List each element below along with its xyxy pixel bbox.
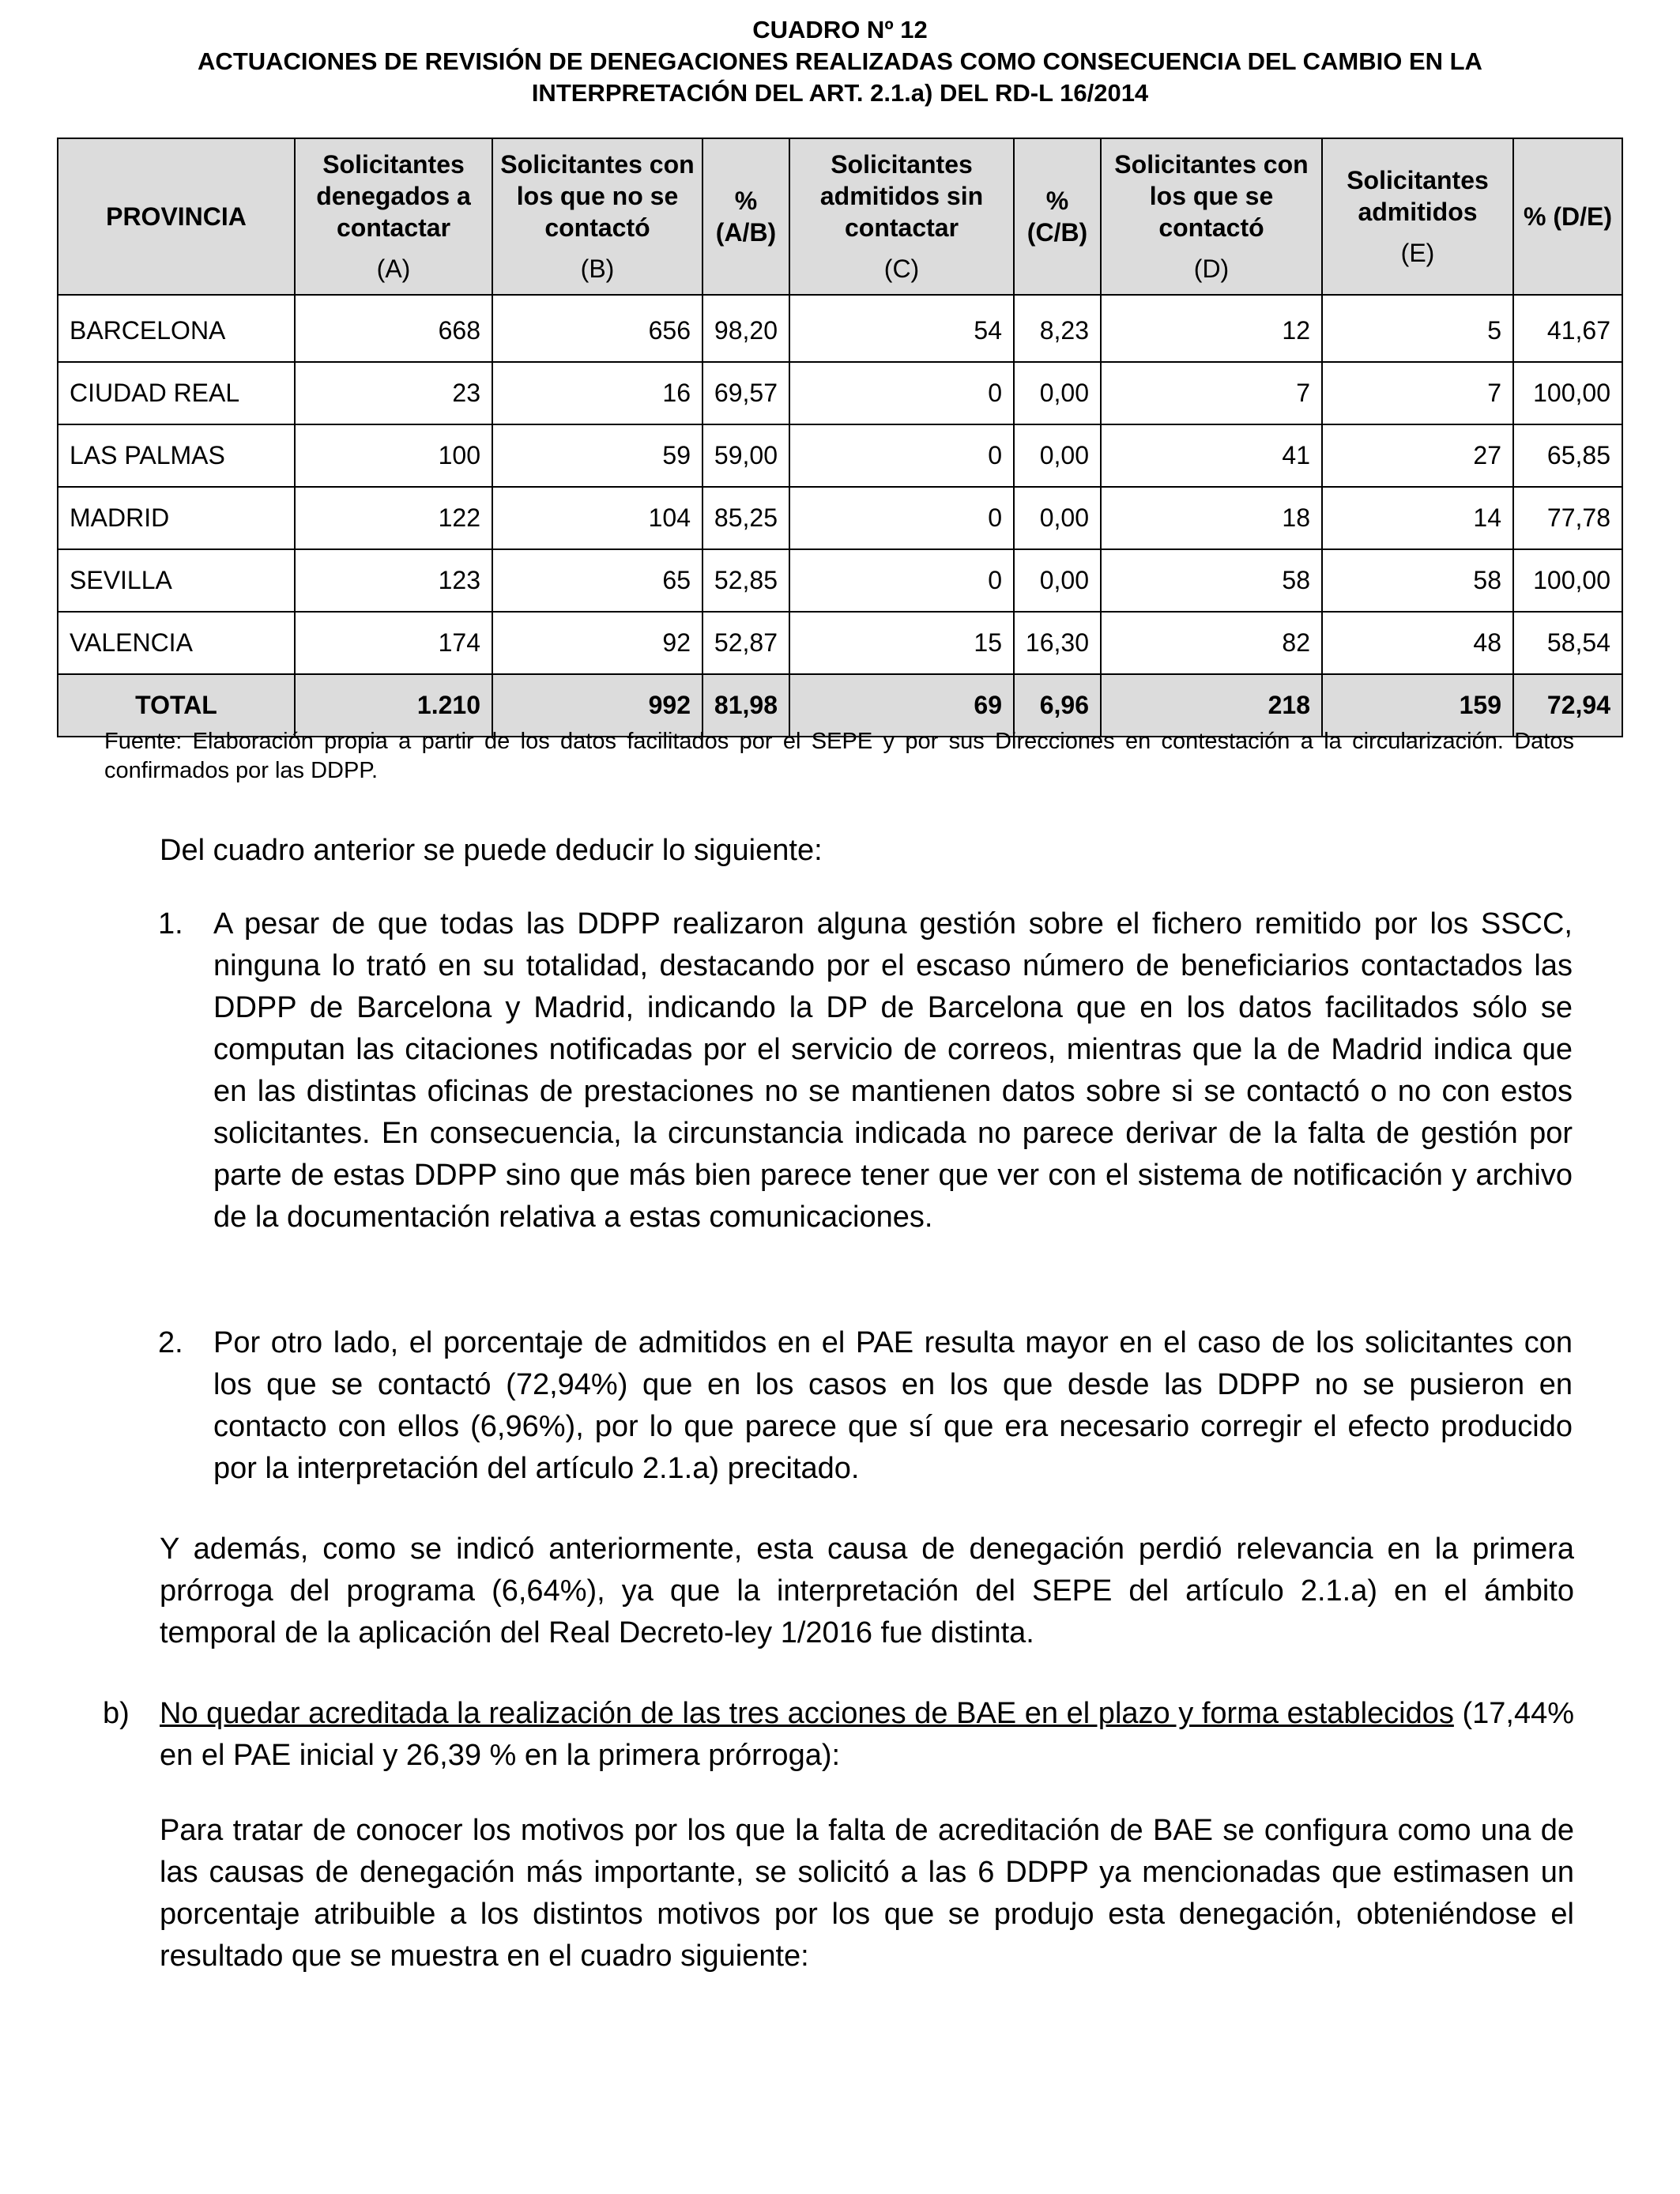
value-cell: 65 bbox=[492, 549, 703, 612]
value-cell: 52,85 bbox=[703, 549, 789, 612]
province-cell: VALENCIA bbox=[58, 612, 295, 674]
value-cell: 59,00 bbox=[703, 424, 789, 487]
value-cell: 72,94 bbox=[1513, 674, 1622, 737]
data-table bbox=[57, 138, 1623, 737]
value-cell: 52,87 bbox=[703, 612, 789, 674]
value-cell: 6,96 bbox=[1014, 674, 1101, 737]
value-cell: 16 bbox=[492, 362, 703, 424]
value-cell: 15 bbox=[789, 612, 1014, 674]
value-cell: 82 bbox=[1101, 612, 1322, 674]
value-cell: 58 bbox=[1101, 549, 1322, 612]
province-cell: SEVILLA bbox=[58, 549, 295, 612]
value-cell: 98,20 bbox=[703, 295, 789, 362]
value-cell: 41,67 bbox=[1513, 295, 1622, 362]
intro-paragraph: Del cuadro anterior se puede deducir lo siguiente: bbox=[160, 834, 823, 867]
value-cell: 85,25 bbox=[703, 487, 789, 549]
body-paragraph: Y además, como se indicó anteriormente, esta causa de denegación perdió relevancia en la primera prórroga del programa (6,64%), ya que la interpretación del SEPE del artículo 2.1.a) en el ámbito temporal de la aplicación del Real Decreto-ley 1/2016 fue distinta. bbox=[160, 1532, 1574, 1649]
value-cell: 54 bbox=[789, 295, 1014, 362]
province-cell: CIUDAD REAL bbox=[58, 362, 295, 424]
value-cell: 1.210 bbox=[295, 674, 492, 737]
value-cell: 41 bbox=[1101, 424, 1322, 487]
table-title-block bbox=[0, 14, 1680, 109]
value-cell: 668 bbox=[295, 295, 492, 362]
value-cell: 8,23 bbox=[1014, 295, 1101, 362]
value-cell: 104 bbox=[492, 487, 703, 549]
value-cell: 656 bbox=[492, 295, 703, 362]
table-row bbox=[58, 549, 1622, 612]
header-cell: PROVINCIA bbox=[58, 138, 295, 295]
table-row bbox=[58, 295, 1622, 362]
value-cell: 58 bbox=[1322, 549, 1513, 612]
list-number: 1. bbox=[158, 907, 183, 941]
value-cell: 77,78 bbox=[1513, 487, 1622, 549]
table-number: CUADRO Nº 12 bbox=[752, 16, 928, 43]
value-cell: 123 bbox=[295, 549, 492, 612]
table-source-note: Fuente: Elaboración propia a partir de los datos facilitados por el SEPE y por sus Direcciones en contestación a la circularización. Datos confirmados por las DDPP. bbox=[104, 729, 1574, 783]
province-cell: LAS PALMAS bbox=[58, 424, 295, 487]
value-cell: 92 bbox=[492, 612, 703, 674]
list-number: 2. bbox=[158, 1326, 183, 1359]
value-cell: 0,00 bbox=[1014, 362, 1101, 424]
table-header-row bbox=[58, 138, 1622, 295]
value-cell: 59 bbox=[492, 424, 703, 487]
value-cell: 48 bbox=[1322, 612, 1513, 674]
section-letter: b) bbox=[103, 1697, 130, 1730]
value-cell: 5 bbox=[1322, 295, 1513, 362]
closing-paragraph: Para tratar de conocer los motivos por los que la falta de acreditación de BAE se configura como una de las causas de denegación más importante, se solicitó a las 6 DDPP ya mencionadas que estimasen un porcentaje atribuible a los distintos motivos por los que se produjo esta denegación, obteniéndose el resultado que se muestra en el cuadro siguiente: bbox=[160, 1814, 1574, 1973]
header-cell: Solicitantes admitidos sin contactar (C) bbox=[789, 138, 1014, 295]
province-cell: TOTAL bbox=[58, 674, 295, 737]
value-cell: 7 bbox=[1101, 362, 1322, 424]
value-cell: 65,85 bbox=[1513, 424, 1622, 487]
value-cell: 14 bbox=[1322, 487, 1513, 549]
table-title-line-1: ACTUACIONES DE REVISIÓN DE DENEGACIONES REALIZADAS COMO CONSECUENCIA DEL CAMBIO EN LA bbox=[198, 47, 1482, 75]
value-cell: 159 bbox=[1322, 674, 1513, 737]
value-cell: 69,57 bbox=[703, 362, 789, 424]
header-cell: % (C/B) bbox=[1014, 138, 1101, 295]
section-b-heading: No quedar acreditada la realización de las tres acciones de BAE en el plazo y forma establecidos bbox=[160, 1697, 1454, 1730]
value-cell: 100,00 bbox=[1513, 549, 1622, 612]
value-cell: 0,00 bbox=[1014, 424, 1101, 487]
section-b-rest: (17,44% en el PAE inicial y 26,39 % en la primera prórroga): bbox=[160, 1697, 1575, 1772]
province-cell: MADRID bbox=[58, 487, 295, 549]
value-cell: 18 bbox=[1101, 487, 1322, 549]
value-cell: 81,98 bbox=[703, 674, 789, 737]
value-cell: 69 bbox=[789, 674, 1014, 737]
header-cell: % (D/E) bbox=[1513, 138, 1622, 295]
value-cell: 0,00 bbox=[1014, 487, 1101, 549]
value-cell: 100,00 bbox=[1513, 362, 1622, 424]
value-cell: 100 bbox=[295, 424, 492, 487]
header-cell: % (A/B) bbox=[703, 138, 789, 295]
table-row bbox=[58, 487, 1622, 549]
table-title-line-2: INTERPRETACIÓN DEL ART. 2.1.a) DEL RD-L 16/2014 bbox=[531, 79, 1149, 107]
value-cell: 7 bbox=[1322, 362, 1513, 424]
province-cell: BARCELONA bbox=[58, 295, 295, 362]
value-cell: 27 bbox=[1322, 424, 1513, 487]
value-cell: 0 bbox=[789, 362, 1014, 424]
list-text: A pesar de que todas las DDPP realizaron alguna gestión sobre el fichero remitido por los SSCC, ninguna lo trató en su totalidad, destacando por el escaso número de beneficiarios contactados las DDPP de Barcelona y Madrid, indicando la DP de Barcelona que en los datos facilitados sólo se computan las citaciones notificadas por el servicio de correos, mientras que la de Madrid indica que en las distintas oficinas de prestaciones no se mantienen datos sobre si se contactó o no con estos solicitantes. En consecuencia, la circunstancia indicada no parece derivar de la falta de gestión por parte de estas DDPP sino que más bien parece tener que ver con el sistema de notificación y archivo de la documentación relativa a estas comunicaciones. bbox=[213, 907, 1573, 1234]
value-cell: 58,54 bbox=[1513, 612, 1622, 674]
value-cell: 23 bbox=[295, 362, 492, 424]
value-cell: 0,00 bbox=[1014, 549, 1101, 612]
header-cell: Solicitantes con los que no se contactó (B) bbox=[492, 138, 703, 295]
header-cell: Solicitantes con los que se contactó (D) bbox=[1101, 138, 1322, 295]
value-cell: 16,30 bbox=[1014, 612, 1101, 674]
list-text: Por otro lado, el porcentaje de admitidos en el PAE resulta mayor en el caso de los solicitantes con los que se contactó (72,94%) que en los casos en los que desde las DDPP no se pusieron en contacto con ellos (6,96%), por lo que parece que sí que era necesario corregir el efecto producido por la interpretación del artículo 2.1.a) precitado. bbox=[213, 1326, 1573, 1485]
value-cell: 0 bbox=[789, 549, 1014, 612]
value-cell: 992 bbox=[492, 674, 703, 737]
table-row bbox=[58, 612, 1622, 674]
table-row bbox=[58, 362, 1622, 424]
header-cell: Solicitantes admitidos (E) bbox=[1322, 138, 1513, 295]
value-cell: 122 bbox=[295, 487, 492, 549]
value-cell: 12 bbox=[1101, 295, 1322, 362]
value-cell: 0 bbox=[789, 487, 1014, 549]
table-row bbox=[58, 424, 1622, 487]
value-cell: 174 bbox=[295, 612, 492, 674]
value-cell: 218 bbox=[1101, 674, 1322, 737]
header-cell: Solicitantes denegados a contactar (A) bbox=[295, 138, 492, 295]
section-b-text bbox=[160, 1693, 1574, 1777]
value-cell: 0 bbox=[789, 424, 1014, 487]
